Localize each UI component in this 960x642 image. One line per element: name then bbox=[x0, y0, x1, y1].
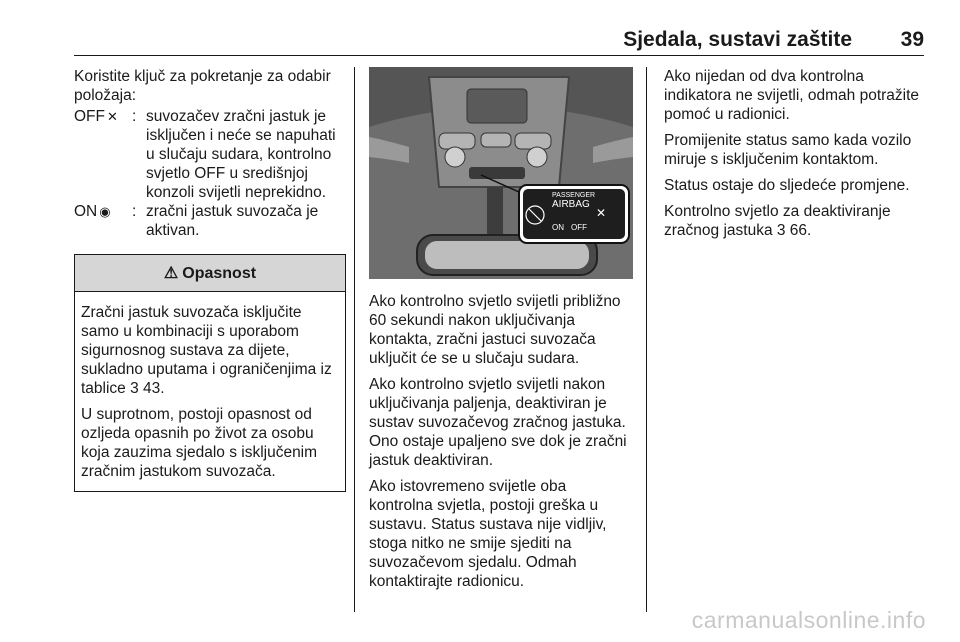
header-title: Sjedala, sustavi zaštite bbox=[623, 28, 852, 51]
warning-icon: ⚠ bbox=[163, 264, 179, 282]
paragraph: Ako istovremeno svijetle oba kontrolna svjetla, postoji greška u sustavu. Status sustava nije vidljiv, stoga nitko ne smije sjediti na suvozačevom sjedalu. Odmah kontaktirajte radionicu. bbox=[369, 478, 607, 590]
header-rule bbox=[74, 55, 924, 56]
def-term-on: ON ◉ bbox=[74, 203, 111, 220]
warning-box bbox=[74, 254, 346, 492]
intro-text: Koristite ključ za pokretanje za odabir položaja: bbox=[74, 68, 331, 104]
airbag-indicator-photo bbox=[369, 67, 633, 279]
def-term-off: OFF ✕ bbox=[74, 108, 118, 125]
warning-header bbox=[75, 255, 345, 292]
definition-list bbox=[74, 107, 346, 240]
column-divider bbox=[354, 67, 355, 612]
def-desc-on: zračni jastuk suvozača je aktivan. bbox=[146, 203, 319, 239]
column-divider bbox=[646, 67, 647, 612]
def-desc-off: suvozačev zračni jastuk je isključen i neće se napuhati u slučaju sudara, kontrolno svjetlo OFF u središnjoj konzoli svijetli neprekidno. bbox=[146, 108, 336, 201]
off-label: OFF bbox=[571, 223, 587, 232]
warning-title: Opasnost bbox=[182, 264, 257, 282]
paragraph: Kontrolno svjetlo za deaktiviranje zračnog jastuka 3 66. bbox=[664, 203, 891, 239]
warning-paragraph: U suprotnom, postoji opasnost od ozljeda opasnih po život za osobu koja zauzima sjedalo s isključenim zračnim jastukom suvozača. bbox=[81, 406, 318, 480]
paragraph: Ako kontrolno svjetlo svijetli približno 60 sekundi nakon uključivanja kontakta, zračni jastuci suvozača uključit će se u slučaju sudara. bbox=[369, 293, 621, 367]
page-number: 39 bbox=[900, 28, 924, 51]
warning-paragraph: Zračni jastuk suvozača isključite samo u kombinaciji s uporabom sigurnosnog sustava za dijete, sukladno uputama i ograničenjima iz tablice 3 43. bbox=[81, 304, 332, 397]
paragraph: Ako kontrolno svjetlo svijetli nakon uključivanja paljenja, deaktiviran je sustav suvozačevog zračnog jastuka. Ono ostaje upaljeno sve dok je zračni jastuk deaktiviran. bbox=[369, 376, 627, 469]
passenger-label: PASSENGER bbox=[552, 192, 596, 199]
warning-body bbox=[75, 292, 345, 491]
paragraph: Promijenite status samo kada vozilo miruje s isključenim kontaktom. bbox=[664, 132, 912, 168]
paragraph: Ako nijedan od dva kontrolna indikatora ne svijetli, odmah potražite pomoć u radionici. bbox=[664, 68, 920, 123]
column-3 bbox=[664, 67, 926, 240]
def-colon: : bbox=[132, 203, 137, 220]
airbag-on-icon: ◉ bbox=[99, 204, 111, 219]
airbag-label: AIRBAG bbox=[552, 199, 590, 210]
overhead-console-illustration bbox=[369, 67, 633, 279]
airbag-off-icon: ✕ bbox=[107, 109, 118, 124]
column-2 bbox=[369, 67, 633, 591]
watermark: carmanualsonline.info bbox=[691, 607, 926, 633]
def-colon: : bbox=[132, 108, 137, 125]
paragraph: Status ostaje do sljedeće promjene. bbox=[664, 177, 910, 194]
on-label: ON bbox=[552, 223, 564, 232]
column-1 bbox=[74, 67, 346, 492]
airbag-off-icon: ✕ bbox=[596, 206, 607, 220]
